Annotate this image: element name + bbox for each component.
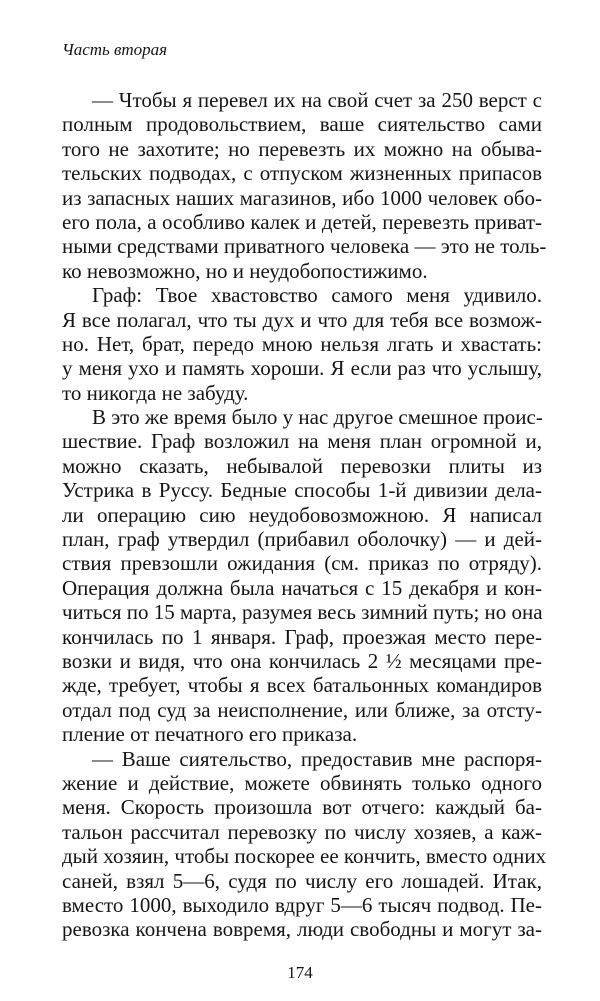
text-line: у меня ухо и память хороши. Я если раз что услышу, bbox=[62, 356, 542, 381]
text-line: ли операцию сию неудобовозможною. Я написал bbox=[62, 502, 542, 527]
text-line: но. Нет, брат, передо мною нельзя лгать и хвастать: bbox=[62, 331, 542, 356]
paragraph bbox=[62, 283, 542, 405]
text-line: ствия превзошли ожидания (см. приказ по отряду). bbox=[62, 551, 542, 576]
text-line: меня. Скорость произошла вот отчего: каждый ба- bbox=[62, 795, 542, 820]
text-line: жде, требует, чтобы я всех батальонных командиров bbox=[62, 673, 542, 698]
text-line: пление от печатного его приказа. bbox=[62, 722, 358, 747]
text-line: саней, взял 5—6, судя по числу его лошадей. Итак, bbox=[62, 868, 542, 893]
text-line: ко невозможно, но и неудобопостижимо. bbox=[62, 258, 428, 283]
text-line: того не захотите; но перевезть их можно на обыва- bbox=[62, 136, 542, 161]
text-line: то никогда не забуду. bbox=[62, 380, 249, 405]
text-line: Операция должна была начаться с 15 декабря и кон- bbox=[62, 575, 542, 600]
text-line: кончилась по 1 января. Граф, проезжая место пере- bbox=[62, 624, 542, 649]
text-line: тальон рассчитал перевозку по числу хозяев, а каж- bbox=[62, 819, 542, 844]
text-line: — Чтобы я перевел их на свой счет за 250 верст с bbox=[92, 88, 542, 112]
text-line: план, граф утвердил (прибавил оболочку) — и дей- bbox=[62, 527, 542, 552]
running-head: Часть вторая bbox=[62, 40, 168, 59]
text-line: читься по 15 марта, разумея весь зимний путь; но она bbox=[62, 600, 543, 625]
text-line: Я все полагал, что ты дух и что для тебя все возмож- bbox=[62, 307, 542, 332]
text-line: — Ваше сиятельство, предоставив мне распоря- bbox=[92, 746, 542, 771]
text-line: ревозка кончена вовремя, люди свободны и могут за- bbox=[62, 917, 542, 942]
text-line: возки и видя, что она кончилась 2 ½ месяцами пре- bbox=[62, 648, 542, 673]
paragraph bbox=[62, 746, 547, 942]
page-number: 174 bbox=[287, 963, 313, 982]
text-line: шествие. Граф возложил на меня план огромной и, bbox=[62, 429, 542, 454]
body-text bbox=[62, 88, 547, 942]
text-line: отдал под суд за неисполнение, или ближе, за отсту- bbox=[62, 697, 542, 722]
text-line: из запасных наших магазинов, ибо 1000 человек обо- bbox=[62, 185, 542, 210]
text-line: жение и действие, можете обвинять только одного bbox=[62, 770, 542, 795]
text-line: вместо 1000, выходило вдруг 5—6 тысяч подвод. Пе- bbox=[62, 892, 542, 917]
text-line: полным продовольствием, ваше сиятельство сами bbox=[62, 112, 542, 137]
text-line: ными средствами приватного человека — это не толь- bbox=[62, 234, 547, 259]
text-line: тельских подводах, с отпуском жизненных припасов bbox=[62, 161, 542, 186]
text-line: В это же время было у нас другое смешное проис- bbox=[92, 405, 543, 430]
text-line: Устрика в Руссу. Бедные способы 1-й дивизии дела- bbox=[62, 478, 542, 503]
text-line: можно сказать, небывалой перевозки плиты из bbox=[62, 453, 542, 478]
text-line: Граф: Твое хвастовство самого меня удивило. bbox=[92, 283, 542, 308]
text-line: дый хозяин, чтобы поскорее ее кончить, вместо одних bbox=[62, 844, 547, 869]
text-line: его пола, а особливо калек и детей, перевезть приват- bbox=[62, 209, 542, 234]
paragraph bbox=[62, 88, 547, 283]
paragraph bbox=[62, 405, 542, 746]
